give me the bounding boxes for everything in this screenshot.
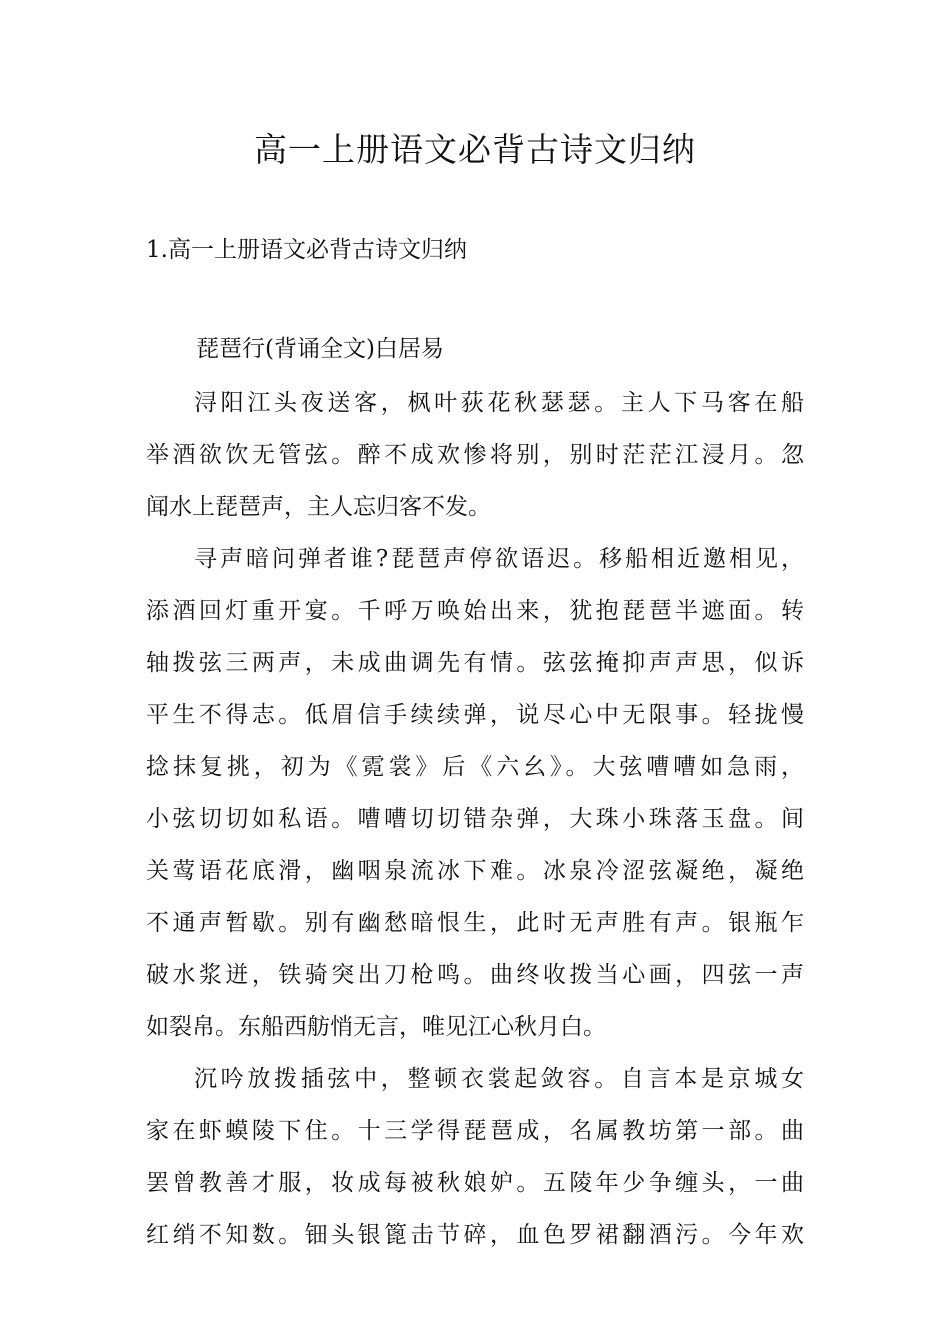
text-line: 添酒回灯重开宴。千呼万唤始出来，犹抱琵琶半遮面。转 — [146, 598, 804, 624]
document-title: 高一上册语文必背古诗文归纳 — [254, 130, 696, 169]
text-line: 关莺语花底滑，幽咽泉流冰下难。冰泉冷涩弦凝绝，凝绝 — [146, 858, 804, 884]
paragraph — [146, 535, 804, 1055]
paragraph — [146, 379, 804, 535]
poem-heading: 琵琶行(背诵全文)白居易 — [196, 336, 444, 362]
text-line: 小弦切切如私语。嘈嘈切切错杂弹，大珠小珠落玉盘。间 — [146, 806, 804, 832]
text-line: 沉吟放拨插弦中，整顿衣裳起敛容。自言本是京城女 — [194, 1066, 804, 1092]
section-heading: 1.高一上册语文必背古诗文归纳 — [146, 237, 467, 263]
text-line: 举酒欲饮无管弦。醉不成欢惨将别，别时茫茫江浸月。忽 — [146, 442, 804, 468]
text-line: 平生不得志。低眉信手续续弹，说尽心中无限事。轻拢慢 — [146, 702, 804, 728]
text-line: 捻抹复挑，初为《霓裳》后《六幺》。大弦嘈嘈如急雨， — [146, 754, 804, 780]
text-line: 轴拨弦三两声，未成曲调先有情。弦弦掩抑声声思，似诉 — [146, 650, 804, 676]
text-line: 如裂帛。东船西舫悄无言，唯见江心秋月白。 — [146, 1014, 606, 1040]
text-line: 罢曾教善才服，妆成每被秋娘妒。五陵年少争缠头，一曲 — [146, 1170, 804, 1196]
text-line: 不通声暂歇。别有幽愁暗恨生，此时无声胜有声。银瓶乍 — [146, 910, 804, 936]
text-line: 浔阳江头夜送客，枫叶荻花秋瑟瑟。主人下马客在船 — [194, 390, 804, 416]
text-line: 破水浆迸，铁骑突出刀枪鸣。曲终收拨当心画，四弦一声 — [146, 962, 804, 988]
poem-body — [146, 379, 804, 1263]
text-line: 家在虾蟆陵下住。十三学得琵琶成，名属教坊第一部。曲 — [146, 1118, 804, 1144]
text-line: 寻声暗问弹者谁?琵琶声停欲语迟。移船相近邀相见， — [194, 546, 804, 572]
paragraph — [146, 1055, 804, 1263]
text-line: 闻水上琵琶声，主人忘归客不发。 — [146, 494, 491, 520]
text-line: 红绡不知数。钿头银篦击节碎，血色罗裙翻酒污。今年欢 — [146, 1222, 804, 1248]
